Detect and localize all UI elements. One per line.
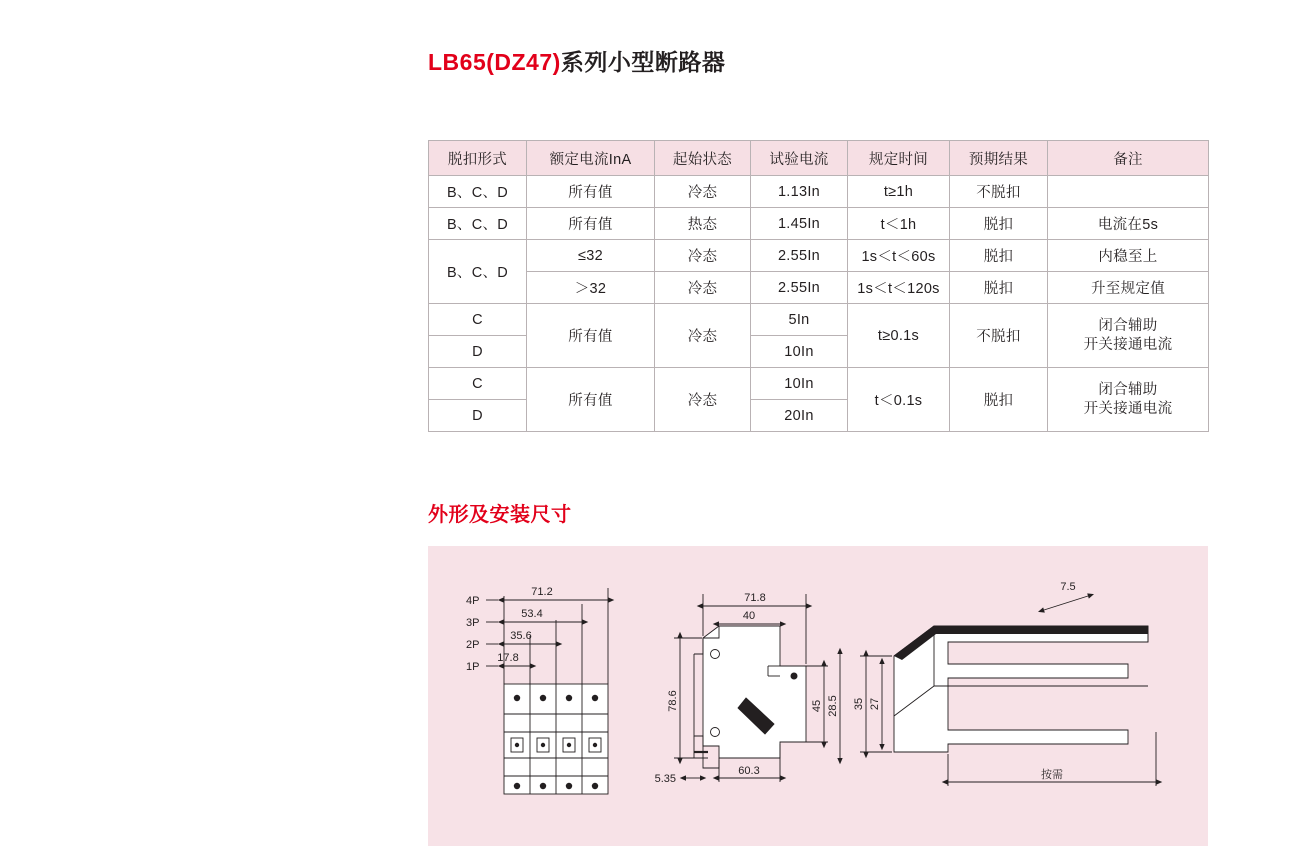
column-header-test-current: 试验电流 [751, 141, 848, 176]
cell-time: t＜0.1s [848, 368, 950, 432]
pole-label-2p: 2P [466, 639, 480, 651]
dim-71-8: 71.8 [744, 592, 766, 604]
dim-28-5: 28.5 [827, 695, 839, 717]
rail-view-labels [853, 581, 1076, 781]
cell-trip-type: B、C、D [429, 176, 527, 208]
dim-35: 35 [853, 697, 865, 711]
cell-start-state: 冷态 [655, 368, 751, 432]
column-header-result: 预期结果 [950, 141, 1048, 176]
cell-test-current: 20In [751, 400, 848, 432]
cell-result: 脱扣 [950, 240, 1048, 272]
cell-rated-current: ＞32 [527, 272, 655, 304]
front-view-labels [466, 586, 553, 673]
dim-35-6: 35.6 [510, 630, 532, 642]
cell-remark-line1: 闭合辅助 [1098, 318, 1158, 335]
dim-5-35: 5.35 [654, 773, 676, 785]
cell-test-current: 10In [751, 336, 848, 368]
page-title [428, 44, 725, 77]
cell-rated-current: ≤32 [527, 240, 655, 272]
cell-trip-type: D [429, 400, 527, 432]
pole-label-1p: 1P [466, 661, 480, 673]
pole-label-4p: 4P [466, 595, 480, 607]
cell-rated-current: 所有值 [527, 208, 655, 240]
dim-45: 45 [811, 699, 823, 713]
cell-remark: 电流在5s [1048, 208, 1209, 240]
cell-start-state: 冷态 [655, 272, 751, 304]
cell-time: t＜1h [848, 208, 950, 240]
table-row [429, 208, 1209, 240]
rail-view-drawing [860, 596, 1156, 786]
column-header-remark: 备注 [1048, 141, 1209, 176]
cell-rated-current: 所有值 [527, 176, 655, 208]
table-row [429, 272, 1209, 304]
table-row [429, 304, 1209, 336]
cell-result: 脱扣 [950, 208, 1048, 240]
specification-table [428, 140, 1209, 432]
table-row [429, 240, 1209, 272]
cell-trip-type: B、C、D [429, 208, 527, 240]
cell-remark-line2: 开关接通电流 [1083, 336, 1173, 353]
cell-test-current: 1.45In [751, 208, 848, 240]
cell-trip-type: B、C、D [429, 240, 527, 304]
column-header-time: 规定时间 [848, 141, 950, 176]
pole-label-3p: 3P [466, 617, 480, 629]
page-title-series: 系列小型断路器 [560, 49, 726, 75]
column-header-rated-current: 额定电流InA [527, 141, 655, 176]
cell-remark [1048, 368, 1209, 432]
section-heading-dimensions: 外形及安装尺寸 [428, 504, 572, 526]
cell-result: 不脱扣 [950, 304, 1048, 368]
rail-note-label: 按需 [1041, 769, 1063, 781]
cell-test-current: 10In [751, 368, 848, 400]
cell-result: 不脱扣 [950, 176, 1048, 208]
dim-78-6: 78.6 [667, 690, 679, 712]
column-header-start-state: 起始状态 [655, 141, 751, 176]
cell-rated-current: 所有值 [527, 368, 655, 432]
table-row [429, 176, 1209, 208]
cell-time: 1s＜t＜60s [848, 240, 950, 272]
cell-test-current: 1.13In [751, 176, 848, 208]
cell-start-state: 热态 [655, 208, 751, 240]
cell-result: 脱扣 [950, 272, 1048, 304]
cell-test-current: 2.55In [751, 240, 848, 272]
cell-trip-type: C [429, 368, 527, 400]
cell-remark-line1: 闭合辅助 [1098, 382, 1158, 399]
side-view-drawing [674, 594, 840, 782]
dim-53-4: 53.4 [521, 608, 543, 620]
cell-test-current: 2.55In [751, 272, 848, 304]
cell-remark: 升至规定值 [1048, 272, 1209, 304]
cell-start-state: 冷态 [655, 240, 751, 272]
dim-17-8: 17.8 [497, 652, 519, 664]
column-header-trip-type: 脱扣形式 [429, 141, 527, 176]
dim-71-2: 71.2 [531, 586, 553, 598]
dim-40: 40 [742, 610, 756, 622]
dim-60-3: 60.3 [738, 765, 760, 777]
dim-7-5: 7.5 [1060, 581, 1076, 593]
table-row [429, 368, 1209, 400]
cell-trip-type: D [429, 336, 527, 368]
front-view-drawing [486, 588, 608, 794]
page-title-model: LB65(DZ47) [428, 49, 561, 75]
cell-remark [1048, 176, 1209, 208]
cell-time: t≥1h [848, 176, 950, 208]
cell-trip-type: C [429, 304, 527, 336]
cell-remark [1048, 304, 1209, 368]
dimension-drawing-panel [428, 546, 1208, 846]
cell-remark: 内稳至上 [1048, 240, 1209, 272]
cell-result: 脱扣 [950, 368, 1048, 432]
table-header-row [429, 141, 1209, 176]
cell-start-state: 冷态 [655, 304, 751, 368]
cell-test-current: 5In [751, 304, 848, 336]
cell-remark-line2: 开关接通电流 [1083, 400, 1173, 417]
dim-27: 27 [869, 697, 881, 711]
cell-start-state: 冷态 [655, 176, 751, 208]
cell-time: t≥0.1s [848, 304, 950, 368]
cell-rated-current: 所有值 [527, 304, 655, 368]
cell-time: 1s＜t＜120s [848, 272, 950, 304]
